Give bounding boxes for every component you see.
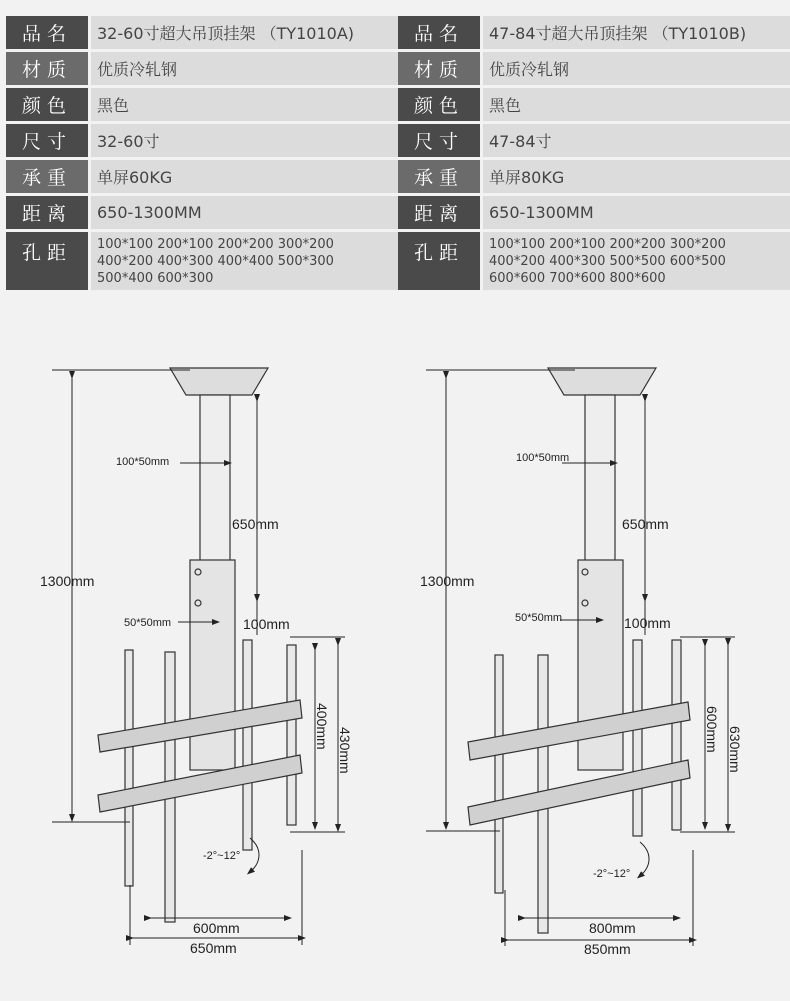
mount-drawing-right bbox=[468, 368, 690, 933]
label-tilt: -2°~12° bbox=[203, 850, 241, 862]
spec-value: 单屏80KG bbox=[483, 160, 790, 193]
spec-label: 距离 bbox=[398, 196, 480, 229]
spec-label: 孔距 bbox=[398, 232, 480, 290]
spec-value: 黑色 bbox=[483, 88, 790, 121]
spec-label: 材质 bbox=[398, 52, 480, 85]
label-width-outer: 650mm bbox=[190, 940, 237, 956]
spec-label: 品名 bbox=[398, 16, 480, 49]
spec-label: 尺寸 bbox=[6, 124, 88, 157]
spec-label: 尺寸 bbox=[398, 124, 480, 157]
label-height-total: 1300mm bbox=[40, 573, 95, 589]
label-width-outer: 850mm bbox=[584, 941, 631, 957]
label-bracket-holes: 50*50mm bbox=[124, 617, 172, 629]
label-pole-holes: 100*50mm bbox=[116, 456, 170, 468]
spec-value: 32-60寸超大吊顶挂架 （TY1010A) bbox=[91, 16, 398, 49]
spec-value: 优质冷轧钢 bbox=[483, 52, 790, 85]
label-rail-span: 600mm bbox=[704, 706, 720, 753]
label-vesa-height: 430mm bbox=[337, 727, 353, 774]
spec-value: 黑色 bbox=[91, 88, 398, 121]
label-bracket-gap: 100mm bbox=[243, 616, 290, 632]
label-vesa-height: 630mm bbox=[727, 726, 743, 773]
label-height-total: 1300mm bbox=[420, 573, 475, 589]
spec-label: 品名 bbox=[6, 16, 88, 49]
label-pole-holes: 100*50mm bbox=[516, 452, 570, 464]
spec-value: 650-1300MM bbox=[483, 196, 790, 229]
spec-label: 材质 bbox=[6, 52, 88, 85]
spec-value: 单屏60KG bbox=[91, 160, 398, 193]
label-bracket-gap: 100mm bbox=[624, 615, 671, 631]
spec-value: 优质冷轧钢 bbox=[91, 52, 398, 85]
spec-value: 47-84寸超大吊顶挂架 （TY1010B) bbox=[483, 16, 790, 49]
spec-label: 颜色 bbox=[6, 88, 88, 121]
spec-value: 32-60寸 bbox=[91, 124, 398, 157]
spec-label: 孔距 bbox=[6, 232, 88, 290]
spec-label: 距离 bbox=[6, 196, 88, 229]
label-rail-span: 400mm bbox=[314, 703, 330, 750]
label-bracket-holes: 50*50mm bbox=[515, 612, 563, 624]
spec-value: 100*100 200*100 200*200 300*200 400*200 400*300 500*500 600*500 600*600 700*600 800*600 bbox=[483, 232, 790, 290]
spec-label: 承重 bbox=[398, 160, 480, 193]
spec-value: 650-1300MM bbox=[91, 196, 398, 229]
spec-value: 47-84寸 bbox=[483, 124, 790, 157]
label-tilt: -2°~12° bbox=[593, 868, 631, 880]
spec-value: 100*100 200*100 200*200 300*200 400*200 400*300 400*400 500*300 500*400 600*300 bbox=[91, 232, 398, 290]
mount-drawing-left bbox=[98, 368, 302, 922]
label-width-inner: 600mm bbox=[193, 920, 240, 936]
spec-label: 颜色 bbox=[398, 88, 480, 121]
spec-label: 承重 bbox=[6, 160, 88, 193]
label-width-inner: 800mm bbox=[589, 920, 636, 936]
label-pole: 650mm bbox=[232, 516, 279, 532]
label-pole: 650mm bbox=[622, 516, 669, 532]
